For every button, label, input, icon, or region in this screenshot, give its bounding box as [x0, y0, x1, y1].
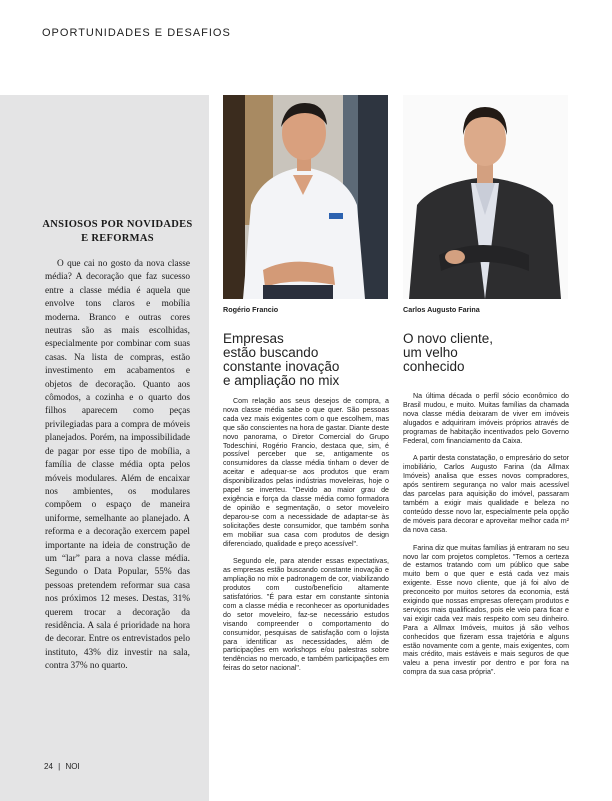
photo-caption-carlos: Carlos Augusto Farina: [403, 305, 480, 314]
article-left-column: [223, 397, 389, 682]
sidebar-heading: ANSIOSOS POR NOVIDADES E REFORMAS: [42, 219, 193, 244]
article-paragraph: Segundo ele, para atender essas expectativas, as empresas estão buscando constante inovação e ampliação no mix e padronagem de cor, viabilizando produtos com custo/benefício altamente satisfatórios. "É para estar em constante sintonia com a classe média e reconhecer as oportunidades do setor moveleiro, faz-se necessário estudos visando compreender o comportamento do consumidor, pesquisas de satisfação com o lojista para identificar as necessidades, além de participações em workshops e/ou palestras sobre tendências no mercado, e também participações em feiras do setor nacional".: [223, 557, 389, 673]
photo-caption-rogerio: Rogério Francio: [223, 305, 279, 314]
headline-right: [403, 332, 568, 374]
article-paragraph: Na última década o perfil sócio econômico do Brasil mudou, e muito. Muitas famílias da chamada nova classe média deixaram de viver em imóveis alugados e adquiriram imóveis próprios através de programas de habitação incentivados pelo Governo Federal, com financiamento da Caixa.: [403, 392, 569, 445]
headline-line: um velho: [403, 345, 458, 360]
section-title: OPORTUNIDADES E DESAFIOS: [42, 27, 231, 39]
page-number: 24: [44, 762, 53, 771]
portrait-photo-carlos: [403, 95, 568, 299]
headline-line: e ampliação no mix: [223, 373, 340, 388]
article-paragraph: Com relação aos seus desejos de compra, a nova classe média sabe o que quer. São pessoas cada vez mais exigentes com o que escolhem, mas que são conscientes na hora de gastar. Diante deste novo panorama, o Diretor Comercial do Grupo Todeschini, Rogério Francio, destaca que, sim, é possível perceber que se, antigamente os consumidores da classe média tinham o dever de aceitar e adequar-se aos produtos que eram disponibilizados pelas indústrias moveleiras, hoje o papel se inverteu. "Devido ao maior grau de exigência e força da classe média como formadora de opinião e segmentação, o setor moveleiro deparou-se com a necessidade de adaptar-se às solicitações deste consumidor, que também sonha em mobiliar sua casa com produtos de design diferenciado, qualidade e preço acessível".: [223, 397, 389, 548]
sidebar-body-text: O que cai no gosto da nova classe média? A decoração que faz sucesso entre a classe média é aquela que envolve tons claros e mobília moderna. Branco e outras cores neutras são as mais escolhidas, especialmente por combinar com suas casas. Na lista de compras, estão investimento em acabamentos e objetos de decoração. Quanto aos cômodos, a cozinha e o quarto dos filhos aparecem como peças privilegiadas para a compra de móveis planejados. Porém, na impossibilidade de pagar por esse tipo de mobília, a família de classe média opta pelos móveis modulares. Além de encaixar nos ambientes, os modulares compõem o espaço de maneira uniforme, semelhante ao planejado. A reforma e a decoração exercem papel importante na ideia de construção de um “lar” para a nova classe média. Segundo o Data Popular, 55% das pessoas pretendem reformar sua casa nos próximos 12 meses. Destas, 31% querem trocar a decoração da residência. A sala é prioridade na hora de decorar. Entre os entrevistados pelo instituto, 43% diz investir na sala, contra 37% no quarto.: [45, 259, 190, 672]
headline-line: O novo cliente,: [403, 331, 494, 346]
headline-line: constante inovação: [223, 359, 340, 374]
article-paragraph: A partir desta constatação, o empresário do setor imobiliário, Carlos Augusto Farina (da Allmax Imóveis) analisa que esses novos compradores, após sentirem segurança no valor mais acessível das parcelas para aquisição do imóvel, passaram também a exigir mais qualidade e beleza no conteúdo desse novo lar, especialmente pela opção de móveis para decorar e aproveitar melhor cada m² da nova casa.: [403, 454, 569, 534]
article-paragraph: Farina diz que muitas famílias já entraram no seu novo lar com projetos completos. "Temos a certeza de estamos tratando com um público que sabe muito bem o que quer e está cada vez mais exigente. Esse novo cliente, que já foi alvo de preconceito por muitos setores da economia, está exigindo que nossas empresas ofereçam produtos e serviços mais qualificados, pois ele veio para ficar e vai exigir cada vez mais respeito com seu dinheiro. Para a Allmax Imóveis, muitos já são velhos conhecidos que fizeram essa trajetória e alguns estão novamente com a gente, mais exigentes, com mais crédito, mais estáveis e mais seguros de que valeu a pena investir por dentro e por fora na compra da sua casa própria".: [403, 543, 569, 677]
article-right-column: [403, 392, 569, 686]
portrait-photo-rogerio: [223, 95, 388, 299]
headline-line: conhecido: [403, 359, 465, 374]
magazine-name: NOI: [65, 762, 80, 771]
headline-line: estão buscando: [223, 345, 319, 360]
folio-separator: |: [58, 762, 61, 771]
page-folio: [44, 762, 80, 771]
headline-line: Empresas: [223, 331, 284, 346]
headline-left: [223, 332, 388, 388]
